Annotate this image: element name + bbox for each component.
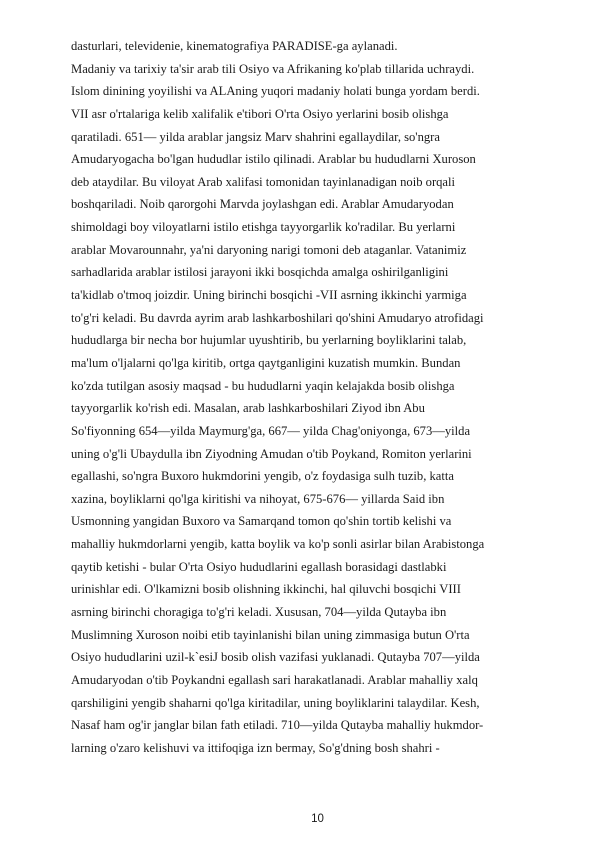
text-line: Amudaryogacha bo'lgan hududlar istilo qilinadi. Arablar bu hududlarni Xuroson: [71, 152, 476, 167]
text-line: deb ataydilar. Bu viloyat Arab xalifasi tomonidan tayinlanadigan noib orqali: [71, 174, 456, 189]
text-line: larning o'zaro kelishuvi va ittifoqiga izn bermay, So'g'dning bosh shahri -: [71, 740, 440, 755]
text-line: Nasaf ham og'ir janglar bilan fath etiladi. 710—yilda Qutayba mahalliy hukmdor-: [71, 718, 484, 733]
text-line: mahalliy hukmdorlarni yengib, katta boylik va ko'p sonli asirlar bilan Arabistonga: [71, 537, 485, 552]
text-line: tayyorgarlik ko'rish edi. Masalan, arab lashkarboshilari Ziyod ibn Abu: [71, 401, 425, 416]
text-line: dasturlari, televidenie, kinematografiya PARADISE-ga aylanadi.: [71, 39, 398, 53]
text-line: qarshiligini yengib shaharni qo'lga kiritadilar, uning boyliklarini talaydilar. Kesh,: [71, 695, 480, 710]
text-line: uning o'g'li Ubaydulla ibn Ziyodning Amudan o'tib Poykand, Romiton yerlarini: [71, 446, 472, 461]
text-line: ma'lum o'ljalarni qo'lga kiritib, ortga qaytganligini kuzatish mumkin. Bundan: [71, 355, 461, 370]
text-line: Madaniy va tarixiy ta'sir arab tili Osiyo va Afrikaning ko'plab tillarida uchraydi.: [71, 61, 475, 76]
text-line: VII asr o'rtalariga kelib xalifalik e'tibori O'rta Osiyo yerlarini bosib olishga: [71, 106, 449, 121]
text-line: asrning birinchi choragiga to'g'ri keladi. Xususan, 704—yilda Qutayba ibn: [71, 605, 447, 620]
text-line: shimoldagi boy viloyatlarni istilo etishga tayyorgarlik ko'radilar. Bu yerlarni: [71, 220, 456, 235]
body-text: [71, 35, 541, 760]
text-line: ko'zda tutilgan asosiy maqsad - bu hududlarni yaqin kelajakda bosib olishga: [71, 378, 455, 393]
text-line: sarhadlarida arablar istilosi jarayoni ikki bosqichda amalga oshirilganligini: [71, 265, 449, 280]
text-line: Islom dinining yoyilishi va ALAning yuqori madaniy holati bunga yordam berdi.: [71, 84, 480, 99]
text-line: hududlarga bir necha bor hujumlar uyushtirib, bu yerlarning boyliklarini talab,: [71, 333, 467, 348]
text-line: boshqariladi. Noib qarorgohi Marvda joylashgan edi. Arablar Amudaryodan: [71, 197, 454, 212]
text-line: Usmonning yangidan Buxoro va Samarqand tomon qo'shin tortib kelishi va: [71, 514, 452, 529]
text-line: ta'kidlab o'tmoq joizdir. Uning birinchi bosqichi -VII asrning ikkinchi yarmiga: [71, 288, 467, 303]
text-line: xazina, boyliklarni qo'lga kiritishi va nihoyat, 675-676— yillarda Said ibn: [71, 491, 445, 506]
text-line: qaratiladi. 651— yilda arablar jangsiz Marv shahrini egallaydilar, so'ngra: [71, 129, 440, 144]
page-number: 10: [311, 813, 324, 825]
text-line: qaytib ketishi - bular O'rta Osiyo hududlarini egallash borasidagi dastlabki: [71, 559, 447, 574]
text-line: So'fiyonning 654—yilda Maymurg'ga, 667— yilda Chag'oniyonga, 673—yilda: [71, 423, 471, 438]
text-line: Osiyo hududlarini uzil-k`esiJ bosib olish vazifasi yuklanadi. Qutayba 707—yilda: [71, 650, 480, 665]
text-line: egallashi, so'ngra Buxoro hukmdorini yengib, o'z foydasiga sulh tuzib, katta: [71, 469, 454, 484]
text-line: arablar Movarounnahr, ya'ni daryoning narigi tomoni deb ataganlar. Vatanimiz: [71, 242, 467, 257]
text-line: Amudaryodan o'tib Poykandni egallash sari harakatlanadi. Arablar mahalliy xalq: [71, 672, 478, 687]
text-line: urinishlar edi. O'lkamizni bosib olishning ikkinchi, hal qiluvchi bosqichi VIII: [71, 582, 461, 597]
text-line: to'g'ri keladi. Bu davrda ayrim arab lashkarboshilari qo'shini Amudaryo atrofidagi: [71, 310, 484, 325]
text-line: Muslimning Xuroson noibi etib tayinlanishi bilan uning zimmasiga butun O'rta: [71, 627, 470, 642]
